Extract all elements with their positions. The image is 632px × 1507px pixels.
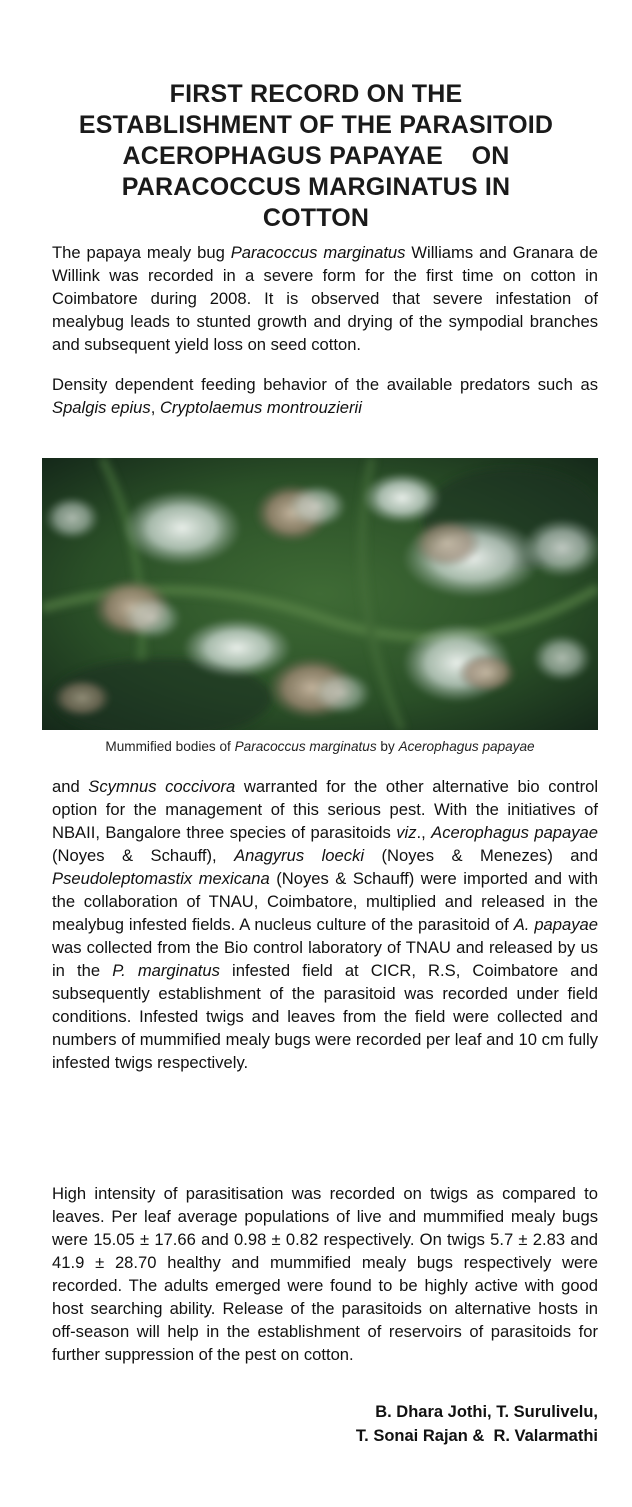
predators-paragraph: [52, 373, 608, 419]
mealybug-photo-image: [42, 458, 598, 730]
mealybug-photo: [42, 458, 598, 730]
text-run: The papaya mealy bug: [52, 243, 231, 262]
article-title: [30, 79, 602, 234]
text-run: and: [52, 777, 89, 796]
parasitoid-release-paragraph: [52, 775, 608, 1074]
species-name: P. marginatus: [112, 961, 220, 980]
author-list: [198, 1400, 598, 1448]
text-run: Williams and Granara de Willink was recorded in a severe form for the first time on cotton in Coimbatore during 2008. It is observed that severe infestation of mealybug leads to stunted growth and drying of the sympodial branches and subsequent yield loss on seed cotton.: [52, 243, 598, 354]
caption-text: Mummified bodies of: [105, 739, 235, 754]
title-line-3: ACEROPHAGUS PAPAYAE ON: [122, 141, 510, 170]
species-name: Scymnus coccivora: [88, 777, 236, 796]
author-line-1: B. Dhara Jothi, T. Surulivelu,: [375, 1403, 598, 1421]
intro-paragraph: [52, 241, 598, 356]
text-run: ,: [150, 398, 160, 417]
species-name: Acerophagus papayae: [431, 823, 599, 842]
text-run: (Noyes & Schauff) were imported and with the collaboration of TNAU, Coimbatore, multiplied and released in the mealybug infested fields. A nucleus culture of the parasitoid of: [52, 869, 598, 934]
title-line-1: FIRST RECORD ON THE: [169, 79, 463, 108]
photo-caption: [42, 738, 598, 756]
caption-text: by: [376, 739, 399, 754]
title-line-5: COTTON: [262, 203, 370, 232]
species-name: Cryptolaemus montrouzierii: [159, 398, 362, 417]
species-name: Spalgis epius: [52, 398, 151, 417]
title-line-4: PARACOCCUS MARGINATUS IN: [121, 172, 511, 201]
species-name: Pseudoleptomastix mexicana: [52, 869, 270, 888]
text-run: was collected from the Bio control laboratory of TNAU and released by us in the: [52, 938, 598, 980]
caption-species: Paracoccus marginatus: [234, 739, 377, 754]
text-run: Density dependent feeding behavior of the available predators such as: [52, 375, 608, 394]
text-run: .,: [416, 823, 432, 842]
abbreviation: viz: [396, 823, 417, 842]
text-run: warranted for the other alternative bio control option for the management of this serious pest. With the initiatives of NBAII, Bangalore three species of parasitoids: [52, 777, 599, 842]
title-line-2: ESTABLISHMENT OF THE PARASITOID: [78, 110, 554, 139]
text-run: infested field at CICR, R.S, Coimbatore and subsequently establishment of the parasitoid was recorded under field conditions. Infested twigs and leaves from the field were collected and numbers of mummified mealy bugs were recorded per leaf and 10 cm fully infested twigs respectively.: [52, 961, 598, 1072]
species-name: Anagyrus loecki: [234, 846, 365, 865]
species-name: A. papayae: [513, 915, 598, 934]
text-run: (Noyes & Schauff),: [52, 846, 235, 865]
results-paragraph: High intensity of parasitisation was recorded on twigs as compared to leaves. Per leaf average populations of live and mummified mealy bugs were 15.05 ± 17.66 and 0.98 ± 0.82 respectively. On twigs 5.7 ± 2.83 and 41.9 ± 28.70 healthy and mummified mealy bugs respectively were recorded. The adults emerged were found to be highly active with good host searching ability. Release of the parasitoids on alternative hosts in off-season will help in the establishment of reservoirs of parasitoids for further suppression of the pest on cotton.: [52, 1184, 598, 1364]
text-run: (Noyes & Menezes) and: [364, 846, 608, 865]
species-name: Paracoccus marginatus: [230, 243, 406, 262]
author-line-2: T. Sonai Rajan & R. Valarmathi: [355, 1427, 598, 1445]
caption-species: Acerophagus papayae: [398, 739, 535, 754]
